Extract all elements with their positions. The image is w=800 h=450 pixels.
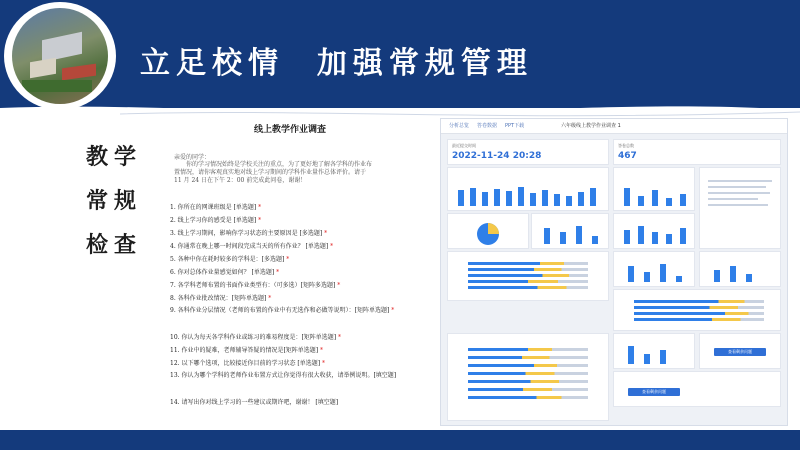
question-6: 6. 你对总体作业量感觉如何？ [单选题] * xyxy=(170,269,280,276)
dashboard-toolbar xyxy=(441,119,787,134)
question-14: 14. 请写出你对线上学习的一些建议或期许吧，谢谢！ [填空题] xyxy=(170,399,339,406)
q1-chart-card xyxy=(447,167,609,211)
analysis-dashboard xyxy=(440,118,788,426)
answer-count: 467 xyxy=(618,151,637,161)
question-5: 5. 各种中你在耗时较多的学科是：[多选题] * xyxy=(170,256,290,263)
q6-chart-card xyxy=(613,251,695,287)
text-summary-card xyxy=(699,167,781,249)
tab-overview[interactable]: 分析总览 xyxy=(449,123,470,129)
question-3: 3. 线上学习期间，影响你学习状态的主要原因是 [多选题] * xyxy=(170,230,328,237)
open-question-card-1 xyxy=(699,333,781,369)
q7-chart-card xyxy=(699,251,781,287)
survey-title: 线上教学作业调查 xyxy=(254,125,327,135)
side-label-2: 常规 xyxy=(86,188,143,214)
count-label: 答卷总数 xyxy=(618,143,634,148)
pie-chart-card xyxy=(447,213,529,249)
survey-greeting: 亲爱的同学： xyxy=(174,154,211,161)
q2-chart-card xyxy=(613,167,695,211)
time-label: 最近提交时间 xyxy=(452,143,476,148)
tab-answers[interactable]: 答卷数据 xyxy=(477,123,498,129)
q4-chart-card xyxy=(531,213,609,249)
latest-time: 2022-11-24 20:28 xyxy=(452,151,542,161)
question-8: 8. 各科作业批改情况：[矩阵单选题] * xyxy=(170,295,272,302)
question-7: 7. 各学科老师布置的书面作业类型有：（可多选）[矩阵多选题] * xyxy=(170,282,341,289)
page-title: 立足校情 加强常规管理 xyxy=(140,46,533,81)
header-banner xyxy=(0,0,800,108)
question-2: 2. 线上学习你的感受是 [单选题] * xyxy=(170,217,262,224)
footer-bar xyxy=(0,430,800,450)
survey-intro: 你的学习情况始终是学校关注的重点，为了更好地了解各学科的作业布置情况，请你客观真实地对线上学习期间的学科作业量作总体评价。请于 11 月 24 日在下午 2：00 前完成此问卷，谢谢！ xyxy=(174,161,373,184)
open-question-card-2 xyxy=(613,371,781,407)
q5-chart-card xyxy=(613,213,695,249)
question-10: 10. 你认为每天各学科作业或练习的难易程度是：[矩阵单选题] * xyxy=(170,334,342,341)
survey-name: 六年级线上教学作业调查 1 xyxy=(561,123,621,129)
survey-document xyxy=(162,118,430,418)
pie-chart xyxy=(448,214,528,248)
view-remaining-button-2[interactable]: 查看剩余问题 xyxy=(628,388,680,396)
q11-chart-card xyxy=(613,333,695,369)
side-label-1: 教学 xyxy=(86,144,143,170)
question-13: 13. 你认为哪个学科的老师作业布置方式让你觉得有很大收获，请举例说明。[填空题] xyxy=(170,372,397,379)
view-remaining-button-1[interactable]: 查看剩余问题 xyxy=(714,348,766,356)
campus-photo xyxy=(12,8,108,104)
school-logo xyxy=(4,2,116,110)
question-1: 1. 你所在的网课班级是 [单选题] * xyxy=(170,204,262,211)
matrix-chart-3 xyxy=(447,333,609,421)
matrix-chart-1 xyxy=(447,251,609,301)
count-card xyxy=(613,139,781,165)
time-card xyxy=(447,139,609,165)
question-12: 12. 以下哪个选项，比较接近你目前的学习状态 [单选题] * xyxy=(170,360,325,367)
question-11: 11. 作业中的疑难，老师辅导答疑的情况是[矩阵单选题] * xyxy=(170,347,324,354)
side-label-3: 检查 xyxy=(86,232,143,258)
question-4: 4. 你通常在晚上哪一时间段完成当天的所有作业？ [单选题] * xyxy=(170,243,334,250)
question-9: 9. 各科作业分层情况（老师的布置的作业中有无选作和必做等说明）：[矩阵单选题] * xyxy=(170,307,395,314)
matrix-chart-2 xyxy=(613,289,781,331)
tab-ppt[interactable]: PPT下载 xyxy=(505,123,525,129)
